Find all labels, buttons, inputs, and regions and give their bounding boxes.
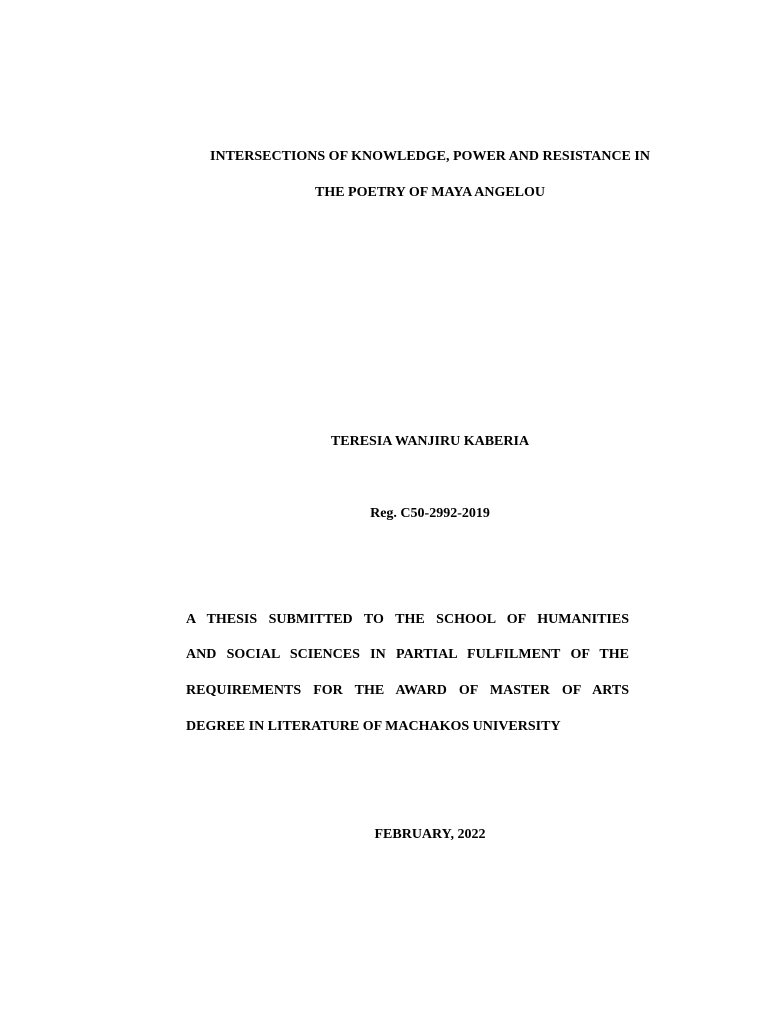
statement-line-2: AND SOCIAL SCIENCES IN PARTIAL FULFILMENT OF THE — [186, 647, 629, 662]
submission-date: FEBRUARY, 2022 — [374, 827, 486, 842]
statement-line-4: DEGREE IN LITERATURE OF MACHAKOS UNIVERSITY — [186, 719, 561, 734]
author-name: TERESIA WANJIRU KABERIA — [330, 434, 530, 449]
registration-number: Reg. C50-2992-2019 — [370, 506, 490, 521]
statement-line-1: A THESIS SUBMITTED TO THE SCHOOL OF HUMANITIES — [186, 612, 629, 627]
thesis-title-line-1: INTERSECTIONS OF KNOWLEDGE, POWER AND RESISTANCE IN — [210, 149, 650, 164]
statement-line-3: REQUIREMENTS FOR THE AWARD OF MASTER OF ARTS — [186, 683, 629, 698]
thesis-title-line-2: THE POETRY OF MAYA ANGELOU — [314, 185, 546, 200]
